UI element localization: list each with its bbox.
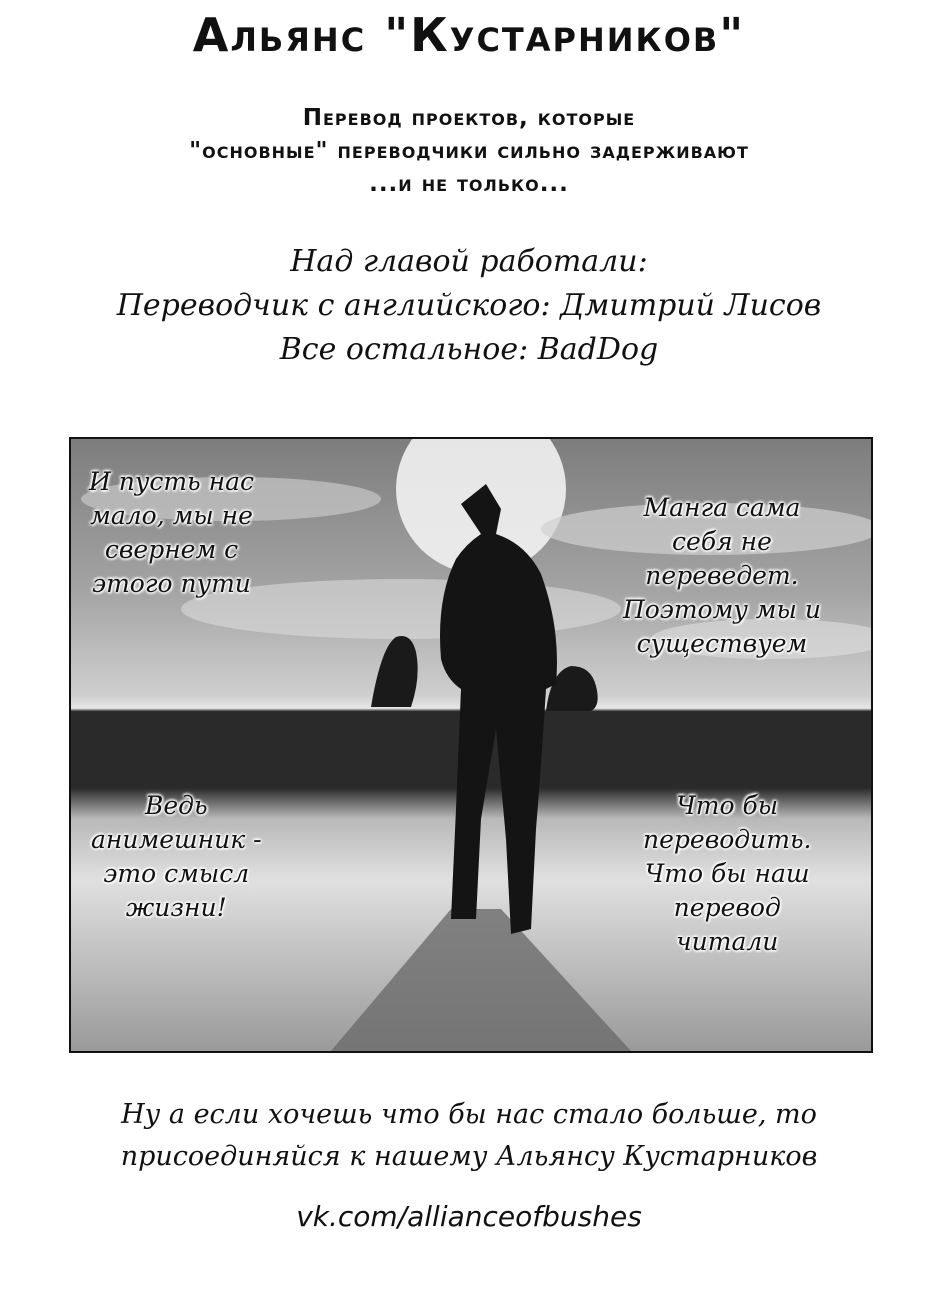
bubble-line: это смысл — [103, 859, 250, 888]
credits-rest: Все остальное: BadDog — [279, 332, 659, 367]
speech-bubble-top-right — [623, 491, 821, 661]
sitting-figure-shape — [371, 636, 418, 707]
credits-heading: Над главой работали: — [290, 244, 648, 279]
bubble-line: анимешник - — [91, 825, 262, 854]
bubble-line: Что бы наш — [644, 859, 810, 888]
footer-invitation — [0, 1094, 938, 1178]
credits — [0, 240, 938, 372]
speech-bubble-top-left — [89, 465, 254, 601]
speech-bubble-bottom-right — [643, 789, 812, 959]
bubble-line: Что бы — [676, 791, 779, 820]
bubble-line: переводить. — [643, 825, 812, 854]
page-title: Альянс "Кустарников" — [192, 8, 746, 62]
bubble-line: мало, мы не — [90, 501, 253, 530]
bubble-line: свернем с — [104, 535, 239, 564]
vk-link[interactable]: vk.com/allianceofbushes — [296, 1200, 642, 1233]
bubble-line: Манга сама — [643, 493, 801, 522]
bubble-line: читали — [676, 927, 779, 956]
bubble-line: И пусть нас — [89, 467, 254, 496]
bubble-line: перевод — [673, 893, 781, 922]
bubble-line: Поэтому мы и — [623, 595, 821, 624]
subtitle — [0, 102, 938, 201]
footer-line: Ну а если хочешь что бы нас стало больше, то — [121, 1099, 817, 1130]
bubble-line: этого пути — [92, 569, 251, 598]
subtitle-line: "основные" переводчики сильно задерживают — [189, 138, 749, 164]
bubble-line: Ведь — [144, 791, 208, 820]
subtitle-line: ...и не только... — [369, 171, 569, 197]
bubble-line: себя не — [672, 527, 772, 556]
speech-bubble-bottom-left — [91, 789, 262, 925]
credits-translator: Переводчик с английского: Дмитрий Лисов — [116, 288, 822, 323]
subtitle-line: Перевод проектов, которые — [302, 105, 636, 131]
bubble-line: существуем — [636, 629, 808, 658]
light-path-shape — [331, 909, 631, 1051]
footer-line: присоединяйся к нашему Альянсу Кустарников — [120, 1141, 818, 1172]
manga-panel — [69, 437, 873, 1053]
bubble-line: переведет. — [645, 561, 799, 590]
bubble-line: жизни! — [125, 893, 227, 922]
